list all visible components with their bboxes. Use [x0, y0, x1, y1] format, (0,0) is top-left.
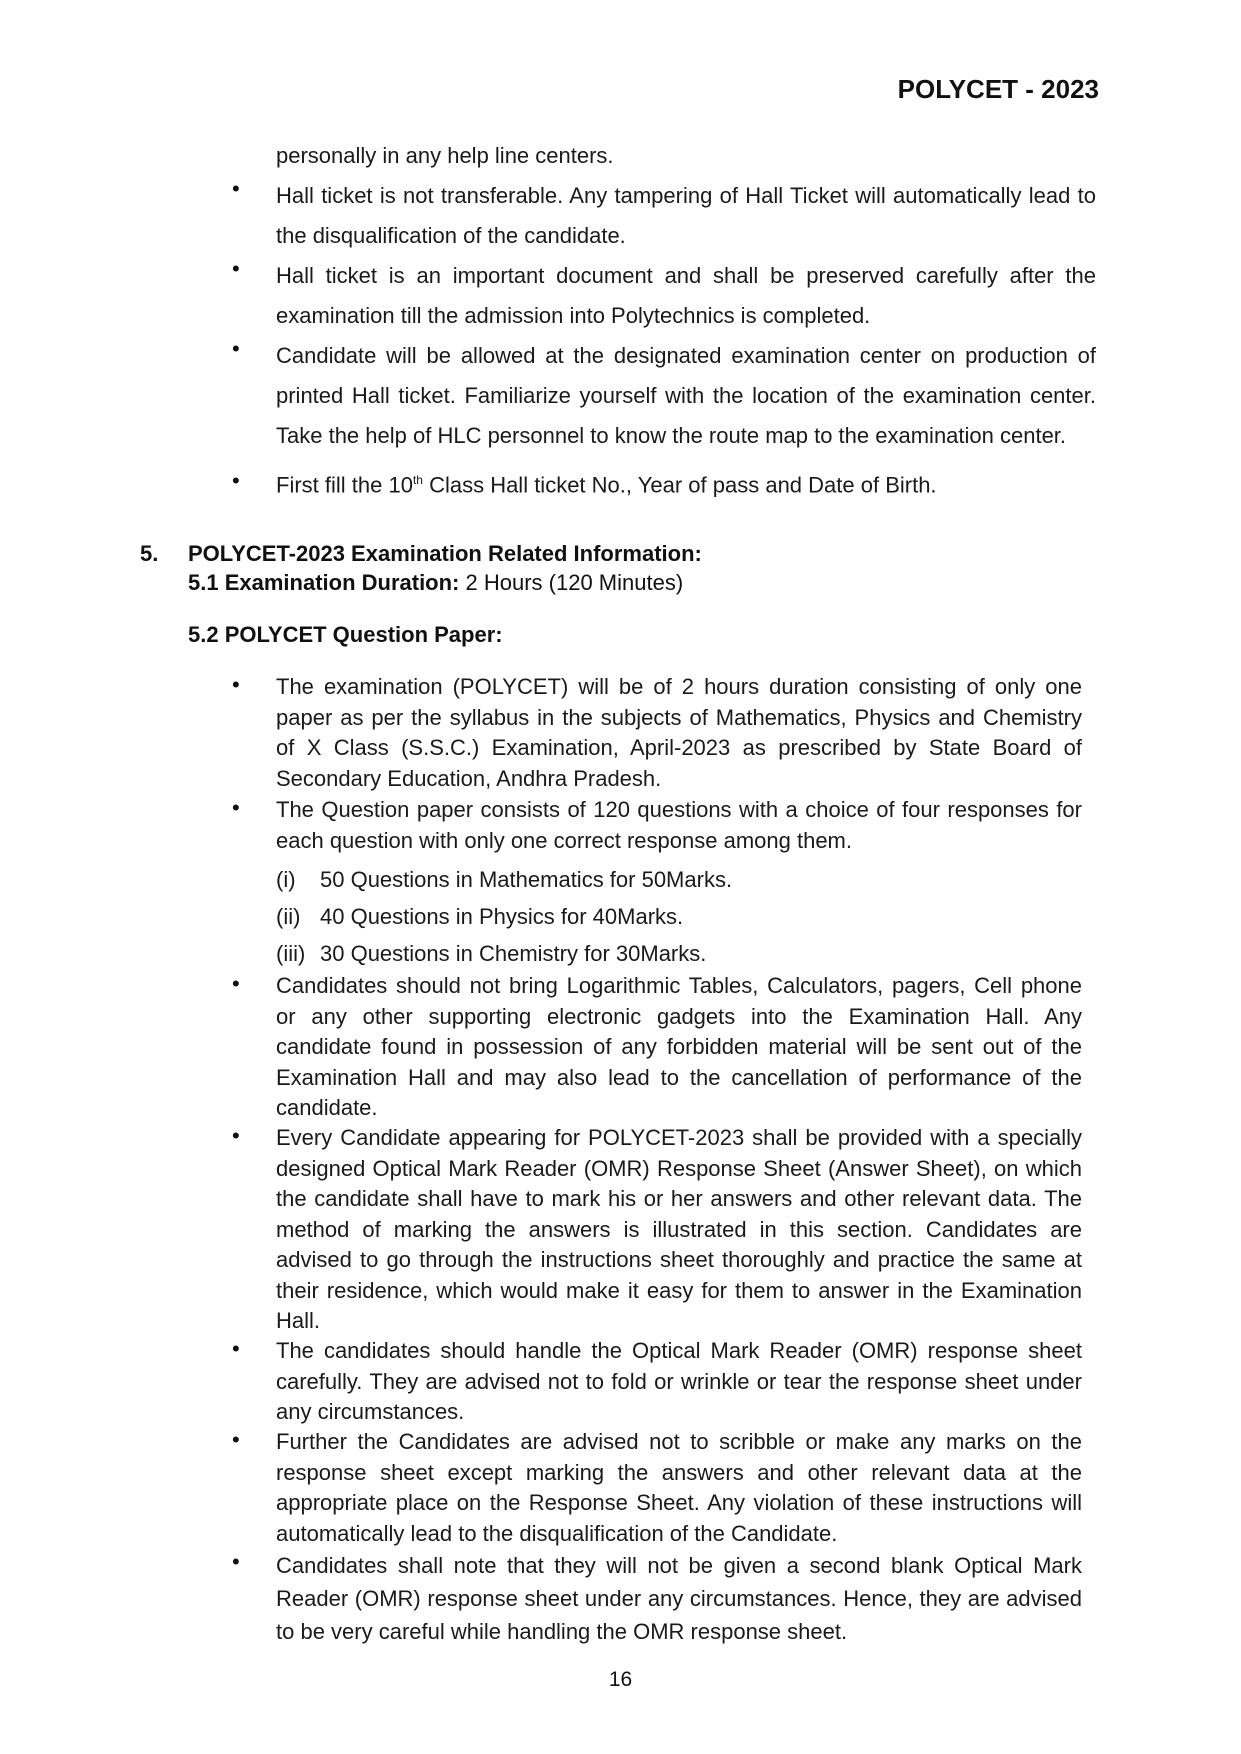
bullet-icon: • — [232, 971, 240, 996]
list-item-no-scribble: Further the Candidates are advised not to scribble or make any marks on the response sheet except marking the answers and other relevant data at the appropriate place on the Response Sheet. Any violation of these instructions will automatically lead to the disqualification of the Candidate. — [276, 1429, 1082, 1546]
bullet-icon: • — [232, 256, 240, 281]
list-item-question-count: The Question paper consists of 120 questions with a choice of four responses for each question with only one correct response among them. — [276, 797, 1082, 853]
question-paper-heading: 5.2 POLYCET Question Paper: — [188, 622, 503, 647]
duration-label: 5.1 Examination Duration: — [188, 570, 460, 595]
page-header-title: POLYCET - 2023 — [897, 74, 1099, 104]
list-item-omr-handling: The candidates should handle the Optical Mark Reader (OMR) response sheet carefully. They are advised not to fold or wrinkle or tear the response sheet under any circumstances. — [276, 1338, 1082, 1424]
bullet-icon: • — [232, 672, 240, 697]
bullet-icon: • — [232, 1123, 240, 1148]
marks-item-mathematics: (i) 50 Questions in Mathematics for 50Marks. — [276, 867, 733, 892]
page-number: 16 — [608, 1668, 633, 1691]
section-number: 5. — [140, 541, 159, 566]
exam-duration-line — [188, 570, 683, 596]
bullet-icon: • — [232, 176, 240, 201]
section-5-heading — [140, 541, 702, 567]
bullet-icon: • — [232, 1336, 240, 1361]
bullet-icon: • — [232, 795, 240, 820]
marks-item-chemistry: (iii) 30 Questions in Chemistry for 30Marks. — [276, 941, 707, 966]
list-item-hall-ticket-preserve: Hall ticket is an important document and shall be preserved carefully after the examination till the admission into Polytechnics is completed. — [276, 263, 1096, 328]
duration-value: 2 Hours (120 Minutes) — [459, 570, 684, 595]
list-item-exam-syllabus: The examination (POLYCET) will be of 2 hours duration consisting of only one paper as per the syllabus in the subjects of Mathematics, Physics and Chemistry of X Class (S.S.C.) Examination, April-2023 as prescribed by State Board of Secondary Education, Andhra Pradesh. — [276, 674, 1082, 791]
continuation-text: personally in any help line centers. — [276, 143, 614, 168]
section-title: POLYCET-2023 Examination Related Information: — [188, 541, 702, 566]
marks-item-physics: (ii) 40 Questions in Physics for 40Marks. — [276, 904, 684, 929]
bullet-icon: • — [232, 336, 240, 361]
list-item-fill-details: First fill the 10th Class Hall ticket No., Year of pass and Date of Birth. — [276, 472, 937, 498]
list-item-forbidden-items: Candidates should not bring Logarithmic Tables, Calculators, pagers, Cell phone or any other supporting electronic gadgets into the Examination Hall. Any candidate found in possession of any forbidden material will be sent out of the Examination Hall and may also lead to the cancellation of performance of the candidate. — [276, 973, 1082, 1120]
list-item-exam-center: Candidate will be allowed at the designated examination center on production of printed Hall ticket. Familiarize yourself with the location of the examination center. Take the help of HLC personnel to know the route map to the examination center. — [276, 343, 1096, 448]
list-item-no-second-sheet: Candidates shall note that they will not be given a second blank Optical Mark Reader (OMR) response sheet under any circumstances. Hence, they are advised to be very careful while handling the OMR response sheet. — [276, 1553, 1082, 1644]
bullet-icon: • — [232, 1549, 240, 1574]
list-item-omr-sheet: Every Candidate appearing for POLYCET-2023 shall be provided with a specially designed Optical Mark Reader (OMR) Response Sheet (Answer Sheet), on which the candidate shall have to mark his or her answers and other relevant data. The method of marking the answers is illustrated in this section. Candidates are advised to go through the instructions sheet thoroughly and practice the same at their residence, which would make it easy for them to answer in the Examination Hall. — [276, 1125, 1082, 1333]
bullet-icon: • — [232, 468, 240, 493]
list-item-hall-ticket-transfer: Hall ticket is not transferable. Any tampering of Hall Ticket will automatically lead to the disqualification of the candidate. — [276, 183, 1096, 248]
bullet-icon: • — [232, 1427, 240, 1452]
